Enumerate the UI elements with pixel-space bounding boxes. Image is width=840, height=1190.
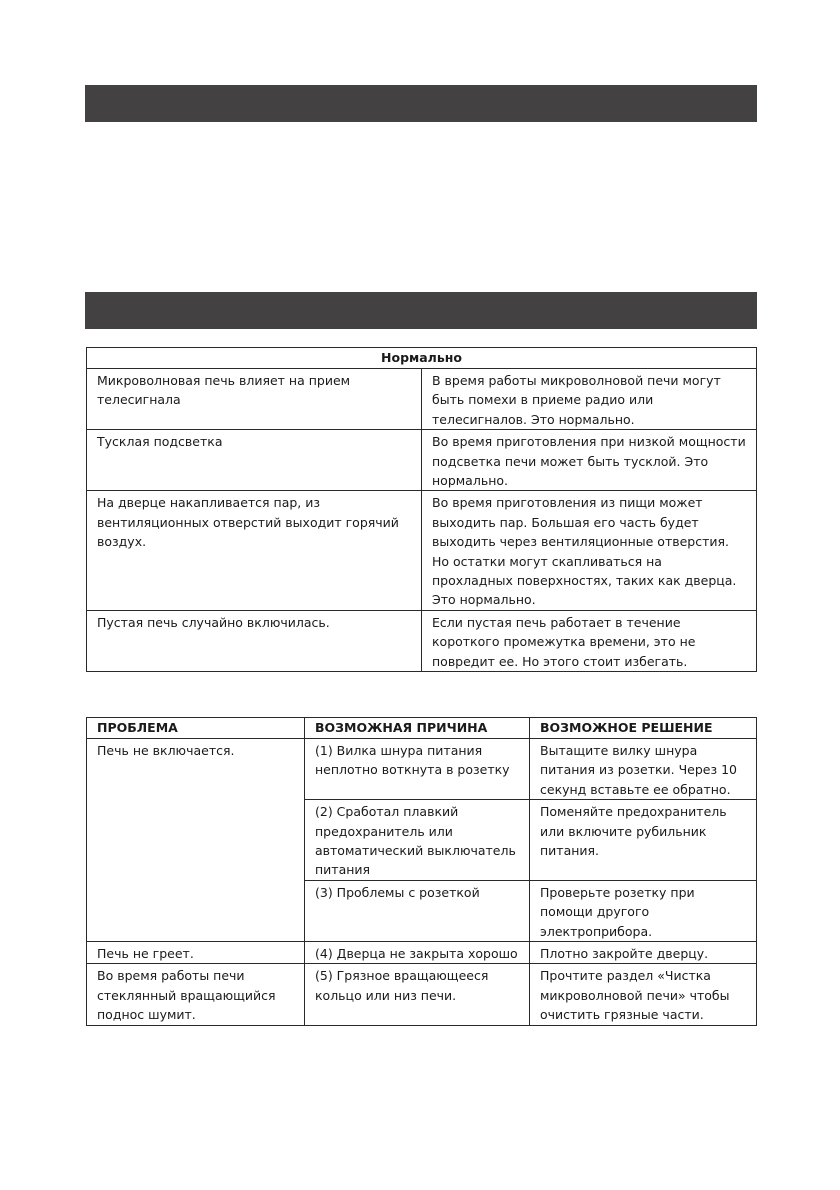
solution-column-header: ВОЗМОЖНОЕ РЕШЕНИЕ [530, 718, 757, 739]
problem-cell: Во время работы печи стеклянный вращающийся поднос шумит. [87, 964, 305, 1025]
cause-cell: (3) Проблемы с розеткой [305, 880, 530, 941]
situation-cell: Пустая печь случайно включилась. [87, 610, 422, 671]
solution-cell: Поменяйте предохранитель или включите рубильник питания. [530, 800, 757, 881]
table-row [87, 369, 757, 430]
explanation-cell: В время работы микроволновой печи могут быть помехи в приеме радио или телесигналов. Это нормально. [422, 369, 757, 430]
troubleshooting-table [86, 717, 757, 1026]
situation-cell: Тусклая подсветка [87, 430, 422, 491]
situation-cell: На дверце накапливается пар, из вентиляционных отверстий выходит горячий воздух. [87, 491, 422, 610]
explanation-cell: Если пустая печь работает в течение короткого промежутка времени, это не повредит ее. Но этого стоит избегать. [422, 610, 757, 671]
cause-cell: (5) Грязное вращающееся кольцо или низ печи. [305, 964, 530, 1025]
table-row [87, 964, 757, 1025]
table-row [87, 610, 757, 671]
table-row [87, 491, 757, 610]
explanation-cell: Во время приготовления при низкой мощности подсветка печи может быть тусклой. Это нормально. [422, 430, 757, 491]
cause-cell: (4) Дверца не закрыта хорошо [305, 942, 530, 964]
problem-column-header: ПРОБЛЕМА [87, 718, 305, 739]
cause-cell: (1) Вилка шнура питания неплотно воткнута в розетку [305, 739, 530, 800]
cause-cell: (2) Сработал плавкий предохранитель или автоматический выключатель питания [305, 800, 530, 881]
section-header-bar-bottom [85, 292, 757, 329]
solution-cell: Плотно закройте дверцу. [530, 942, 757, 964]
section-header-bar-top [85, 85, 757, 122]
solution-cell: Прочтите раздел «Чистка микроволновой печи» чтобы очистить грязные части. [530, 964, 757, 1025]
cause-column-header: ВОЗМОЖНАЯ ПРИЧИНА [305, 718, 530, 739]
explanation-cell: Во время приготовления из пищи может выходить пар. Большая его часть будет выходить через вентиляционные отверстия. Но остатки могут скапливаться на прохладных поверхностях, таких как дверца. Это нормально. [422, 491, 757, 610]
problem-cell: Печь не включается. [87, 739, 305, 942]
normal-conditions-table [86, 347, 757, 672]
situation-cell: Микроволновая печь влияет на прием телесигнала [87, 369, 422, 430]
normal-table-header: Нормально [87, 348, 757, 369]
solution-cell: Вытащите вилку шнура питания из розетки. Через 10 секунд вставьте ее обратно. [530, 739, 757, 800]
table-row [87, 430, 757, 491]
solution-cell: Проверьте розетку при помощи другого электроприбора. [530, 880, 757, 941]
table-row [87, 739, 757, 800]
table-row [87, 942, 757, 964]
problem-cell: Печь не греет. [87, 942, 305, 964]
